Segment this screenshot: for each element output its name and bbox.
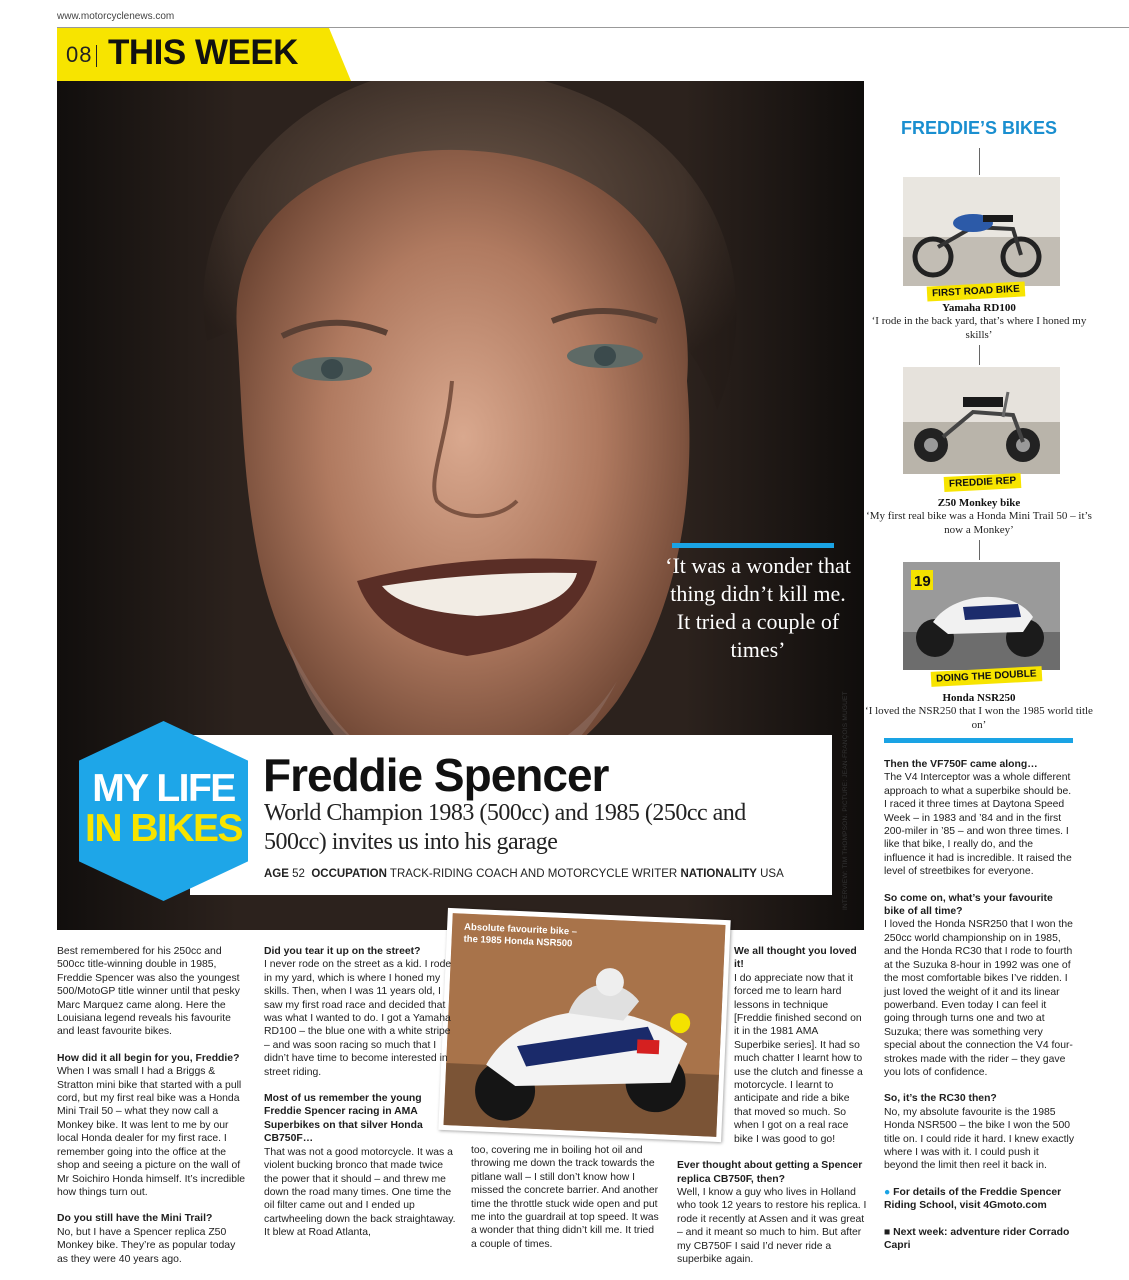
nationality-label: NATIONALITY [680, 868, 757, 880]
article-column-5 [884, 758, 1074, 1265]
profile-facts [264, 868, 784, 880]
age-label: AGE [264, 868, 289, 880]
bike-desc-monkey: ‘My first real bike was a Honda Mini Trail 50 – it’s now a Monkey’ [866, 510, 1092, 536]
qa-block [884, 1092, 1074, 1172]
answer: That was not a good motorcycle. It was a violent bucking bronco that made twice the power that it should – and threw me down the road many times. One time the oil filter came out and I ended up cartwheeling down the back straightaway. It blew at Road Atlanta, [264, 1146, 456, 1239]
feature-name: Freddie Spencer [263, 749, 609, 801]
bike-tag-freddie-rep: FREDDIE REP [944, 473, 1022, 492]
photo-caption: Absolute favourite bike – the 1985 Honda NSR500 [463, 921, 578, 950]
answer: I never rode on the street as a kid. I rode in my yard, which is where I honed my skills. Then, when I was 11 years old, I saw my first road race and decided that was what I wanted to do. I got a Yamaha RD100 – the blue one with a white stripe – and was soon racing so much that I didn’t have time to become interested in street riding. [264, 959, 452, 1078]
pull-quote: ‘It was a wonder that thing didn’t kill me. It tried a couple of times’ [665, 553, 851, 662]
question: Most of us remember the young Freddie Spencer racing in AMA Superbikes on that silver Honda CB750F… [264, 1093, 423, 1145]
occupation-label: OCCUPATION [311, 868, 387, 880]
sidebar-title: FREDDIE’S BIKES [900, 118, 1058, 138]
next-week-note [884, 1226, 1074, 1253]
sidebar-connector [979, 345, 980, 365]
series-badge-line2: IN BIKES [84, 807, 243, 850]
qa-block [884, 758, 1074, 879]
bullet-dot-icon: ● [884, 1186, 891, 1198]
article-column-2 [264, 945, 458, 1253]
page-number-divider [96, 45, 97, 67]
sidebar-bottom-bar [884, 738, 1073, 743]
answer: I loved the Honda NSR250 that I won the 250cc world championship on in 1985, and the Honda RC30 that I rode to fourth at the Suzuka 8-hour in 1992 was one of the most comfortable bikes I’ve ridden. I just loved the weight of it and its linear powerband. Even today I can feel it going through turns one and two at Suzuka; there was something very special about the connection the V4 four-strokes made with the rider – they gave you lots of confidence. [884, 919, 1073, 1078]
nationality-value: USA [760, 868, 784, 880]
article-column-3 [471, 1144, 661, 1264]
article-column-4 [677, 945, 867, 1279]
occupation-value: TRACK-RIDING COACH AND MOTORCYCLE WRITER [389, 868, 678, 880]
section-title: THIS WEEK [108, 33, 298, 72]
qa-block [677, 1159, 867, 1266]
question: Did you tear it up on the street? [264, 946, 421, 957]
sidebar-connector [979, 540, 980, 560]
answer: When I was small I had a Briggs & Stratton mini bike that started with a pull cord, but my first real bike was a Honda Mini Trail 50 – what they now call a Monkey bike. It was lent to me by our local Honda dealer for my first race. I remember going into the office at the shop and seeing a picture on the wall of Mr Soichiro Honda himself. It’s incredible how things turn out. [57, 1066, 246, 1198]
feature-subtitle: World Champion 1983 (500cc) and 1985 (250cc and 500cc) invites us into his garage [264, 800, 746, 855]
qa-block [264, 945, 458, 1079]
bike-desc-nsr250: ‘I loved the NSR250 that I won the 1985 world title on’ [865, 705, 1093, 731]
question: So, it’s the RC30 then? [884, 1093, 997, 1105]
answer: Well, I know a guy who lives in Holland who took 12 years to restore his replica. I rode it recently at Assen and it was great – and it meant so much to him. But after my CB750F I said I’d never ride a superbike again. [677, 1186, 867, 1265]
question: So come on, what’s your favourite bike of all time? [884, 892, 1053, 918]
question: Ever thought about getting a Spencer replica CB750F, then? [677, 1160, 863, 1185]
qa-block [57, 1052, 249, 1199]
bike-name-yamaha: Yamaha RD100 [942, 302, 1016, 314]
svg-text:19: 19 [914, 573, 931, 590]
site-url: www.motorcyclenews.com [57, 11, 175, 22]
bike-name-nsr250: Honda NSR250 [942, 692, 1016, 704]
question: We all thought you loved it! [734, 946, 857, 971]
header-divider [57, 27, 1129, 28]
bike-tag-first-road-bike: FIRST ROAD BIKE [927, 281, 1025, 301]
sidebar-connector [979, 148, 980, 175]
square-bullet-icon: ■ [884, 1226, 891, 1238]
info-text: For details of the Freddie Spencer Riding School, visit 4Gmoto.com [884, 1186, 1062, 1212]
question: Do you still have the Mini Trail? [57, 1213, 213, 1225]
yamaha-rd100-photo [903, 177, 1060, 286]
qa-block [57, 1212, 249, 1266]
photo-credit: INTERVIEW: TIM THOMPSON. PICTURE: JEAN-FRANÇOIS MUGUET [842, 691, 849, 910]
answer: No, but I have a Spencer replica Z50 Monkey bike. They’re as popular today as they were 40 years ago. [57, 1226, 236, 1265]
honda-nsr250-photo [903, 562, 1060, 670]
answer-continued: too, covering me in boiling hot oil and throwing me down the track towards the pitlane wall – I still don’t know how I missed the concrete barrier. And another time the throttle stuck wide open and put me into the guardrail at top speed. It was a wonder that thing didn’t kill me. It tried a couple of times. [471, 1145, 659, 1250]
page-number: 08 [66, 42, 93, 67]
next-week-text: Next week: adventure rider Corrado Capri [884, 1226, 1070, 1251]
quote-bar [672, 543, 834, 548]
answer: No, my absolute favourite is the 1985 Honda NSR500 – the bike I won the 500 title on. I could ride it hard. I knew exactly where I was with it. I could push it beyond the limit then reel it back in. [884, 1106, 1075, 1172]
article-column-1 [57, 945, 249, 1279]
answer: The V4 Interceptor was a whole different approach to what a superbike should be. I raced it three times at Daytona Speed Week – in 1983 and ’84 and in the first 200-miler in ’85 – and won three times. I like that bike, I really do, and the influence it had is incredible. It raised the level of streetbikes for everyone. [884, 772, 1072, 878]
qa-block [677, 945, 867, 1146]
answer: I do appreciate now that it forced me to learn hard lessons in technique [Freddie finished second on it in the 1981 AMA Superbike series]. It had so much chatter I learnt how to use the clutch and finesse a motorcycle. I learnt to anticipate and ride a bike that moved so much. So when I got on a real race bike I was good to go! [734, 972, 863, 1145]
bike-name-monkey: Z50 Monkey bike [937, 497, 1021, 509]
bike-tag-doing-the-double: DOING THE DOUBLE [931, 666, 1042, 687]
bike-desc-yamaha: ‘I rode in the back yard, that’s where I honed my skills’ [871, 315, 1087, 341]
question: Then the VF750F came along… [884, 759, 1038, 770]
qa-block [884, 892, 1074, 1080]
qa-block [264, 1092, 458, 1239]
intro-paragraph: Best remembered for his 250cc and 500cc title-winning double in 1985, Freddie Spencer was also the youngest 500/MotoGP title winner until that pesky Marc Marquez came along. Here the Louisiana legend reveals his favourite and least favourite bikes. [57, 946, 240, 1038]
monkey-bike-photo [903, 367, 1060, 474]
series-badge-line1: MY LIFE [92, 767, 235, 810]
question: How did it all begin for you, Freddie? [57, 1052, 240, 1064]
info-note [884, 1186, 1074, 1213]
age-value: 52 [292, 868, 305, 880]
